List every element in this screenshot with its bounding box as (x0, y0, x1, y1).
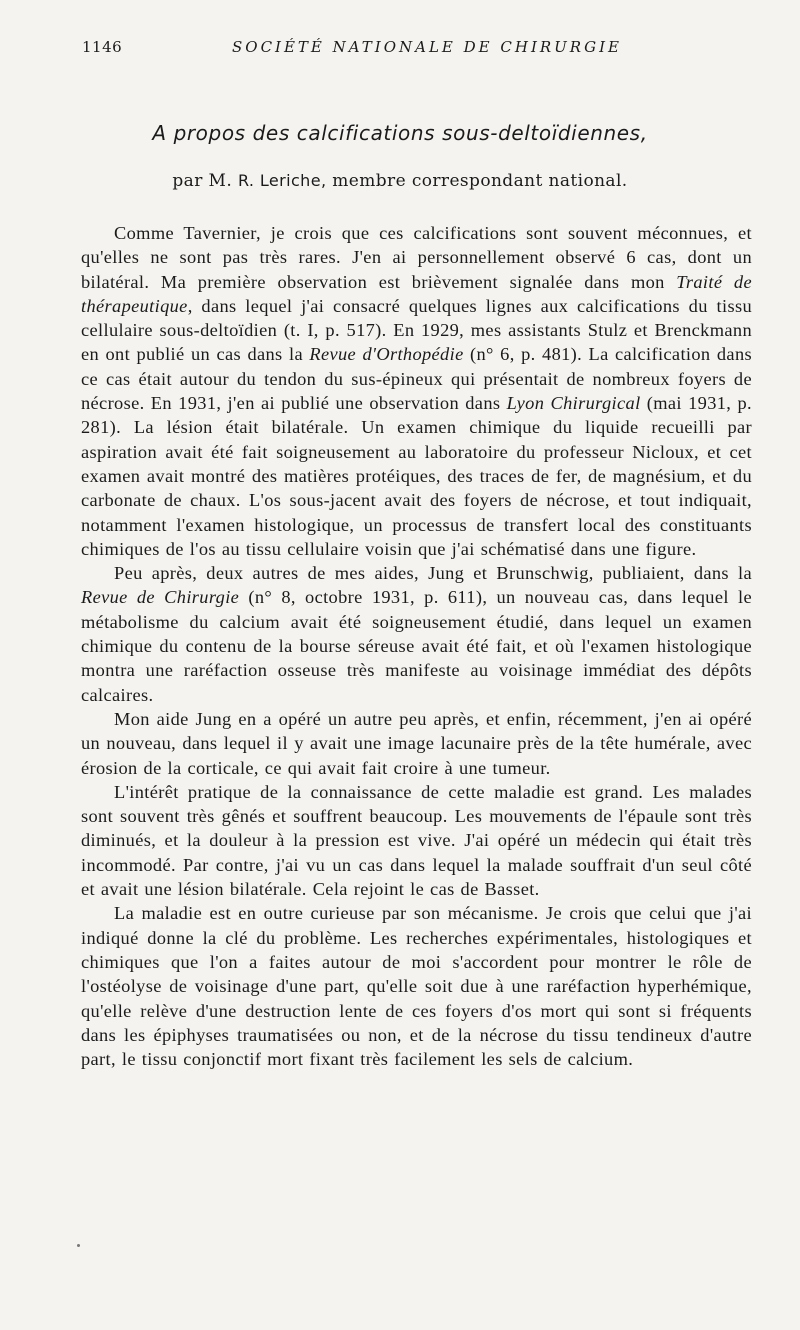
paragraph-text: Comme Tavernier, je crois que ces calcifications sont souvent méconnues, et qu'elles ne sont pas très rares. J'en ai personnellement observé 6 cas, dont un bilatéral. Ma première observation est brièvement signalée dans mon (81, 223, 752, 292)
paragraph-text: (mai 1931, p. 281). La lésion était bilatérale. Un examen chimique du liquide recueilli par aspiration avait été fait soigneusement au laboratoire du professeur Nicloux, et cet examen avait montré des matières protéiques, des traces de fer, de magnésium, et du carbonate de chaux. L'os sous-jacent avait des foyers de nécrose, et tout indiquait, notamment l'examen histologique, un processus de transfert local des constituants chimiques de l'os au tissu cellulaire voisin que j'ai schématisé dans une figure. (81, 393, 752, 559)
journal-title: SOCIÉTÉ NATIONALE DE CHIRURGIE (232, 38, 622, 56)
paragraph (81, 780, 752, 901)
byline-prefix: par M. (172, 171, 233, 191)
paragraph-text: Mon aide Jung en a opéré un autre peu après, et enfin, récemment, j'en ai opéré un nouveau, dans lequel il y avait une image lacunaire près de la tête humérale, avec érosion de la corticale, ce qui avait fait croire à une tumeur. (81, 708, 752, 778)
paragraph-text: Peu après, deux autres de mes aides, Jung et Brunschwig, publiaient, dans la (114, 563, 752, 584)
citation-title: Traité de thérapeutique (81, 271, 752, 316)
paragraph-text: (n° 6, p. 481). La calcification dans ce cas était autour du tendon du sus-épineux qui présentait de nombreux foyers de nécrose. En 1931, j'en ai publié une observation dans (81, 344, 752, 414)
paragraph (81, 561, 752, 707)
paragraph-text: (n° 8, octobre 1931, p. 611), un nouveau cas, dans lequel le métabolisme du calcium avait été soigneusement étudié, dans lequel un examen chimique du contenu de la bourse séreuse avait été fait, et où l'examen histologique montra une raréfaction osseuse très manifeste au voisinage immédiat des dépôts calcaires. (81, 587, 752, 705)
page-number: 1146 (82, 38, 123, 56)
byline (0, 171, 800, 191)
article-body (81, 221, 752, 1071)
citation-title: Revue de Chirurgie (81, 587, 240, 608)
paragraph-text: L'intérêt pratique de la connaissance de cette maladie est grand. Les malades sont souvent très gênés et souffrent beaucoup. Les mouvements de l'épaule sont très diminués, et la douleur à la pression est vive. J'ai opéré un médecin qui était très incommodé. Par contre, j'ai vu un cas dans lequel la malade souffrait d'un seul côté et avait une lésion bilatérale. Cela rejoint le cas de Basset. (81, 781, 752, 900)
article-title: A propos des calcifications sous-deltoïdiennes, (152, 121, 648, 145)
paragraph-text: La maladie est en outre curieuse par son mécanisme. Je crois que celui que j'ai indiqué donne la clé du problème. Les recherches expérimentales, histologiques et chimiques que l'on a faites autour de moi s'accordent pour montrer le rôle de l'ostéolyse de voisinage d'une part, qu'elle soit due à une raréfaction hyperhémique, qu'elle relève d'une destruction lente de ces foyers d'os mort qui sont si fréquents dans les épiphyses traumatisées ou non, et de la nécrose du tissu tendineux d'autre part, le tissu conjonctif mort fixant très facilement les sels de calcium. (81, 903, 752, 1070)
citation-title: Lyon Chirurgical (506, 393, 641, 414)
paragraph (81, 901, 752, 1071)
byline-suffix: membre correspondant national. (332, 171, 628, 191)
scan-speck (77, 1244, 80, 1247)
paragraph (81, 707, 752, 780)
paragraph (81, 221, 752, 561)
running-head (82, 38, 762, 60)
author-name: R. Leriche, (237, 171, 327, 190)
citation-title: Revue d'Orthopédie (309, 344, 464, 365)
paragraph-text: , dans lequel j'ai consacré quelques lignes aux calcifications du tissu cellulaire sous-deltoïdien (t. I, p. 517). En 1929, mes assistants Stulz et Brenckmann en ont publié un cas dans la (81, 295, 752, 365)
